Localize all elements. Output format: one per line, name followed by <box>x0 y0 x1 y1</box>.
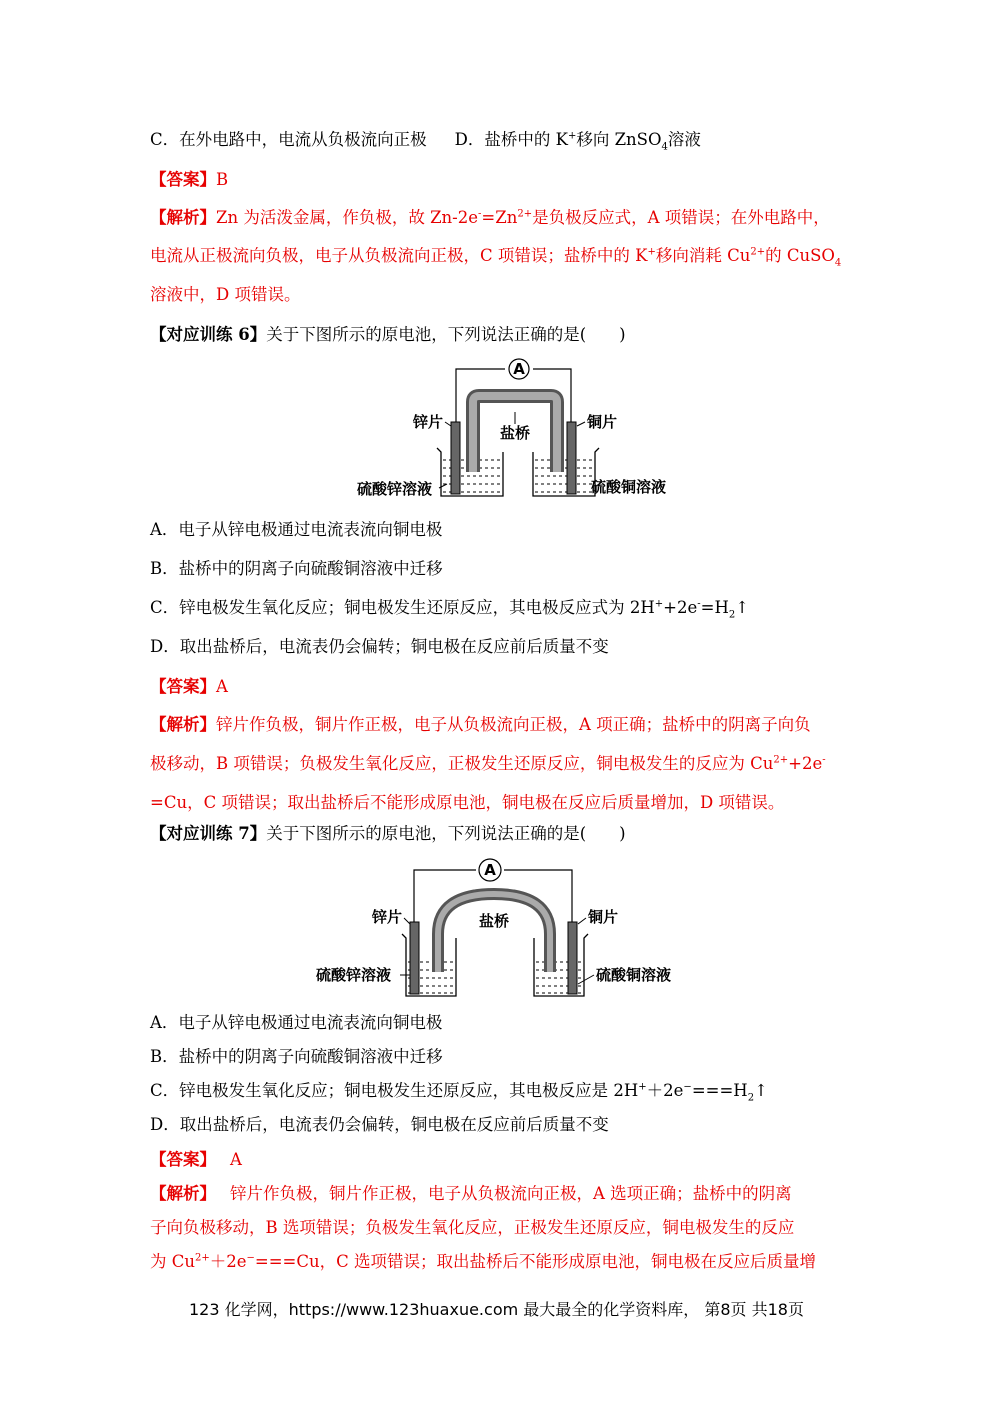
option-a: A．电子从锌电极通过电流表流向铜电极 <box>150 520 443 539</box>
option-d: D．取出盐桥后，电流表仍会偏转；铜电极在反应前后质量不变 <box>150 637 609 656</box>
ammeter-label: A <box>484 861 496 879</box>
zinc-solution-label: 硫酸锌溶液 <box>357 480 433 498</box>
copper-solution-label: 硫酸铜溶液 <box>596 966 672 984</box>
galvanic-cell-figure <box>355 356 685 510</box>
option-c: C．锌电极发生氧化反应；铜电极发生还原反应，其电极反应式为 $2H^++2e^-=H_2↑$ <box>150 598 750 621</box>
salt-bridge-label: 盐桥 <box>478 912 510 930</box>
analysis-line: 子向负极移动，B 选项错误；负极发生氧化反应，正极发生还原反应，铜电极发生的反应 <box>150 1218 795 1237</box>
option-c: C．锌电极发生氧化反应；铜电极发生还原反应，其电极反应是 $2H^++2e^-===H_2↑$ <box>150 1081 768 1104</box>
option-b: B．盐桥中的阴离子向硫酸铜溶液中迁移 <box>150 559 443 578</box>
zinc-solution-label: 硫酸锌溶液 <box>316 966 392 984</box>
copper-solution-label: 硫酸铜溶液 <box>591 478 667 496</box>
answer-line: 【答案】 A <box>150 1150 242 1169</box>
ammeter-label: A <box>513 360 525 378</box>
analysis-line: 极移动，B 项错误；负极发生氧化反应，正极发生还原反应，铜电极发生的反应为 $Cu^{2+}+2e^-$ <box>150 754 826 773</box>
zinc-label: 锌片 <box>372 908 403 926</box>
analysis-line: 电流从正极流向负极，电子从负极流向正极，C 项错误；盐桥中的 K+移向消耗 $Cu^{2+}$的 CuSO$_4$ <box>150 246 842 269</box>
analysis-line: 【解析】Zn 为活泼金属，作负极，故 $Zn-2e^-=Zn^{2+}$是负极反应式，A 项错误；在外电路中， <box>150 208 830 227</box>
answer-line: 【答案】A <box>150 677 228 696</box>
analysis-line: 溶液中，D 项错误。 <box>150 285 301 304</box>
analysis-line: 【解析】锌片作负极，铜片作正极，电子从负极流向正极，A 项正确；盐桥中的阴离子向负 <box>150 715 811 734</box>
option-d: D．取出盐桥后，电流表仍会偏转，铜电极在反应前后质量不变 <box>150 1115 609 1134</box>
option-b: B．盐桥中的阴离子向硫酸铜溶液中迁移 <box>150 1047 443 1066</box>
option-a: A．电子从锌电极通过电流表流向铜电极 <box>150 1013 443 1032</box>
answer-line: 【答案】B <box>150 170 229 189</box>
page-footer: 123 化学网，https://www.123huaxue.com 最大最全的化学资料库， 第8页 共18页 <box>189 1300 804 1319</box>
analysis-line: =Cu，C 项错误；取出盐桥后不能形成原电池，铜电极在反应后质量增加，D 项错误。 <box>150 793 785 812</box>
salt-bridge-label: 盐桥 <box>499 424 531 442</box>
copper-label: 铜片 <box>588 908 619 926</box>
galvanic-cell-figure-2 <box>310 854 690 1008</box>
question-6: 【对应训练 6】关于下图所示的原电池，下列说法正确的是( ) <box>150 325 626 344</box>
question-7: 【对应训练 7】关于下图所示的原电池，下列说法正确的是( ) <box>150 824 626 843</box>
zinc-label: 锌片 <box>413 413 444 431</box>
analysis-line: 【解析】 锌片作负极，铜片作正极，电子从负极流向正极，A 选项正确；盐桥中的阴离 <box>150 1184 792 1203</box>
analysis-line: 为 $Cu^{2+}+2e^-===Cu$，C 选项错误；取出盐桥后不能形成原电池，铜电极在反应后质量增 <box>150 1252 817 1271</box>
option-c-prev: C．在外电路中，电流从负极流向正极 D．盐桥中的 K+移向 ZnSO$_4$溶液 <box>150 130 701 153</box>
copper-label: 铜片 <box>587 413 618 431</box>
